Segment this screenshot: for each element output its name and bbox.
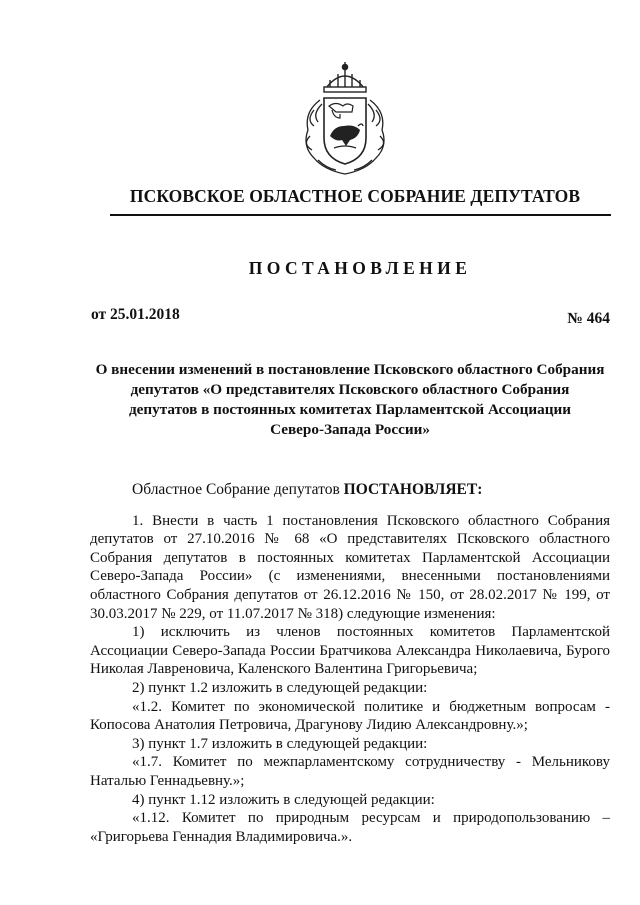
subject-line: О внесении изменений в постановление Псковского областного Собрания — [95, 361, 605, 378]
paragraph-1: 1. Внести в часть 1 постановления Псковского областного Собрания депутатов от 27.10.2016 № 68 «О представителях Псковского областного Собрания депутатов в постоянных комитетах Парламентской Ассоциации Северо-Запада России» (с изменениями, внесенными постановлениями областного Собрания депутатов от 26.12.2016 № 150, от 28.02.2017 № 199, от 30.03.2017 № 229, от 11.07.2017 № 318) следующие изменения: — [90, 512, 610, 622]
document-date: от 25.01.2018 — [91, 306, 180, 323]
resolution-intro — [132, 481, 610, 500]
paragraph-item-1: 1) исключить из членов постоянных комитетов Парламентской Ассоциации Северо-Запада России Братчикова Александра Николаевича, Бурого Николая Лавреновича, Каленского Валентина Григорьевича; — [90, 624, 610, 678]
coat-of-arms-icon — [296, 60, 394, 176]
header-divider — [110, 214, 611, 216]
paragraph-item-2: 2) пункт 1.2 изложить в следующей редакции: — [132, 679, 428, 696]
subject-line: депутатов «О представителях Псковского областного Собрания — [130, 381, 570, 398]
document-subject — [90, 360, 610, 440]
paragraph-quote-1-2: «1.2. Комитет по экономической политике и бюджетным вопросам - Копосова Анатолия Петровича, Драгунову Лидию Александровну.»; — [90, 698, 610, 734]
subject-line: Северо-Запада России» — [270, 421, 430, 438]
organization-name: ПСКОВСКОЕ ОБЛАСТНОЕ СОБРАНИЕ ДЕПУТАТОВ — [129, 186, 581, 206]
paragraph-quote-1-7: «1.7. Комитет по межпарламентскому сотрудничеству - Мельникову Наталью Геннадьевну.»; — [90, 754, 610, 789]
document-type-title: ПОСТАНОВЛЕНИЕ — [248, 258, 472, 278]
paragraph-item-3: 3) пункт 1.7 изложить в следующей редакции: — [132, 735, 428, 752]
paragraph-item-4: 4) пункт 1.12 изложить в следующей редакции: — [132, 791, 435, 808]
document-body — [90, 481, 610, 846]
paragraph-quote-1-12: «1.12. Комитет по природным ресурсам и природопользованию – «Григорьева Геннадия Владимировича.». — [90, 810, 610, 845]
subject-line: депутатов в постоянных комитетах Парламентской Ассоциации — [128, 401, 571, 418]
document-number: № 464 — [567, 310, 610, 327]
intro-text: Областное Собрание депутатов — [132, 481, 344, 498]
resolves-keyword: ПОСТАНОВЛЯЕТ: — [343, 481, 483, 498]
